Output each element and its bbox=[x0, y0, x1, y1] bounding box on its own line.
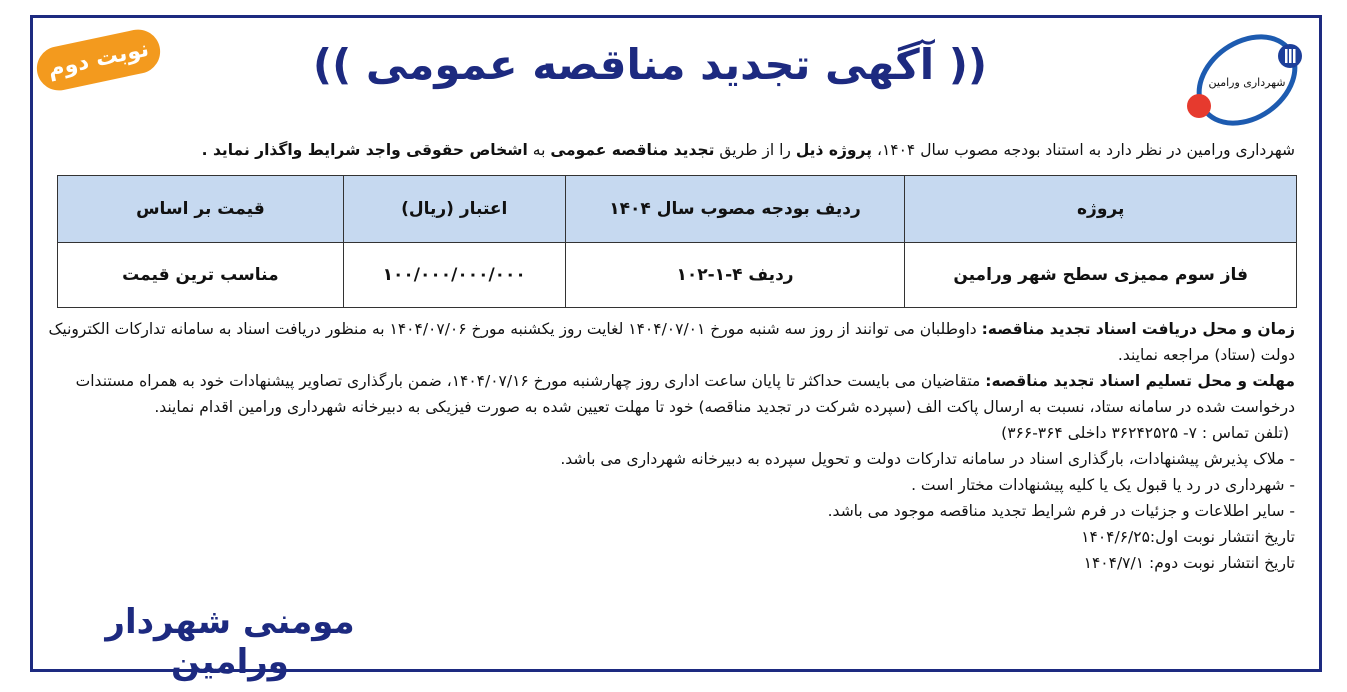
section-receive-docs bbox=[45, 316, 1295, 368]
col-header-price-basis: قیمت بر اساس bbox=[58, 176, 344, 243]
publish-date-second: تاریخ انتشار نوبت دوم: ۱۴۰۴/۷/۱ bbox=[1083, 554, 1295, 572]
section-text: داوطلبان می توانند از روز سه شنبه مورخ ۱۴۰۴/۰۷/۰۱ لغایت روز یکشنبه مورخ ۱۴۰۴/۰۷/۰۶ به منظور دریافت اسناد به سامانه تدارکات الکترونیک دولت (ستاد) مراجعه نمایند. bbox=[48, 320, 1295, 364]
intro-text: به bbox=[527, 141, 551, 159]
svg-text:شهرداری ورامین: شهرداری ورامین bbox=[1208, 76, 1286, 89]
intro-text: شهرداری ورامین در نظر دارد به استناد بودجه مصوب سال ۱۴۰۴، bbox=[872, 141, 1295, 159]
mayor-signature: مومنی شهردار ورامین bbox=[105, 602, 355, 682]
contact-phone: (تلفن تماس : ۷- ۳۶۲۴۲۵۲۵ داخلی ۳۶۴-۳۶۶) bbox=[1001, 424, 1289, 442]
cell-price-basis: مناسب ترین قیمت bbox=[58, 243, 344, 308]
cell-credit: ۱۰۰/۰۰۰/۰۰۰/۰۰۰ bbox=[343, 243, 565, 308]
intro-bold: اشخاص حقوقی واجد شرایط واگذار نماید . bbox=[201, 141, 528, 159]
col-header-credit: اعتبار (ریال) bbox=[343, 176, 565, 243]
municipality-logo bbox=[1185, 28, 1310, 128]
section-heading: زمان و محل دریافت اسناد تجدید مناقصه: bbox=[981, 320, 1295, 338]
intro-bold: پروژه ذیل bbox=[795, 141, 873, 159]
cell-budget-row: ردیف ۴-۱-۱۰۲ bbox=[565, 243, 905, 308]
notice-title: (( آگهی تجدید مناقصه عمومی )) bbox=[312, 40, 988, 89]
section-text: متقاضیان می بایست حداکثر تا پایان ساعت اداری روز چهارشنبه مورخ ۱۴۰۴/۰۷/۱۶، ضمن بارگذاری تصاویر پیشنهادات خود به همراه مستندات درخواست شده در سامانه ستاد، نسبت به ارسال پاکت الف (سپرده شرکت در تجدید مناقصه) خود تا مهلت تعیین شده به صورت فیزیکی به دبیرخانه شهرداری ورامین اقدام نمایند. bbox=[75, 372, 1295, 416]
cell-project: فاز سوم ممیزی سطح شهر ورامین bbox=[905, 243, 1297, 308]
note-item: - شهرداری در رد یا قبول یک یا کلیه پیشنهادات مختار است . bbox=[911, 476, 1295, 494]
col-header-budget-row: ردیف بودجه مصوب سال ۱۴۰۴ bbox=[565, 176, 905, 243]
notice-body bbox=[45, 316, 1295, 576]
round-badge: نوبت دوم bbox=[33, 25, 164, 94]
intro-paragraph bbox=[45, 141, 1295, 159]
note-item: - ملاک پذیرش پیشنهادات، بارگذاری اسناد در سامانه تدارکات دولت و تحویل سپرده به دبیرخانه شهرداری می باشد. bbox=[560, 450, 1295, 468]
project-table bbox=[57, 175, 1297, 308]
table-row bbox=[58, 243, 1297, 308]
note-item: - سایر اطلاعات و جزئیات در فرم شرایط تجدید مناقصه موجود می باشد. bbox=[827, 502, 1295, 520]
col-header-project: پروژه bbox=[905, 176, 1297, 243]
section-heading: مهلت و محل تسلیم اسناد تجدید مناقصه: bbox=[985, 372, 1295, 390]
table-header-row bbox=[58, 176, 1297, 243]
section-submit-docs bbox=[45, 368, 1295, 420]
intro-text: را از طریق bbox=[714, 141, 796, 159]
publish-date-first: تاریخ انتشار نوبت اول:۱۴۰۴/۶/۲۵ bbox=[1081, 528, 1295, 546]
intro-bold: تجدید مناقصه عمومی bbox=[550, 141, 715, 159]
